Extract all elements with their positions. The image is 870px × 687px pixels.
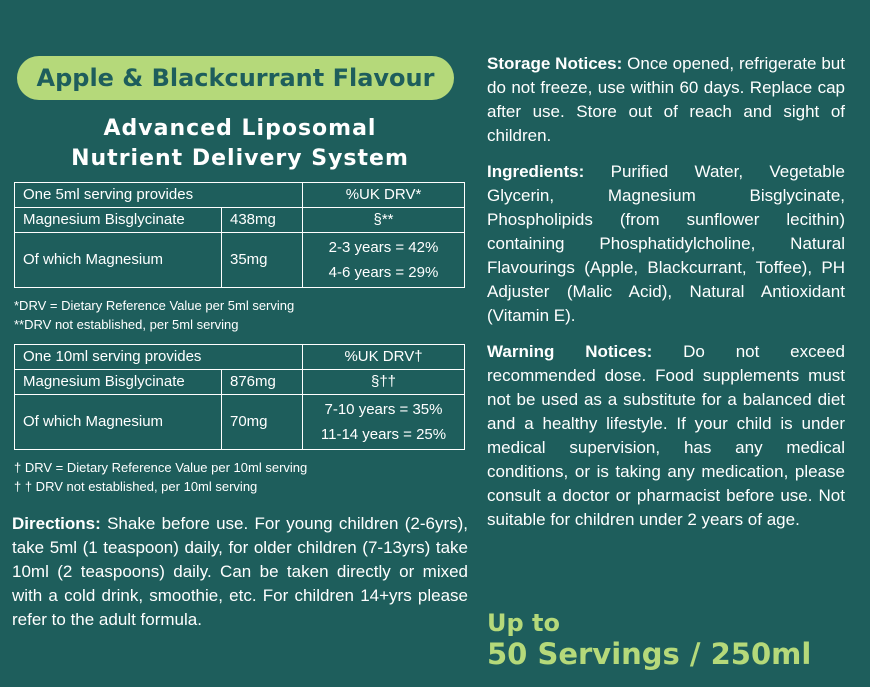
table-row [15, 208, 465, 233]
subtitle-line-2: Nutrient Delivery System [71, 146, 409, 171]
subtitle-line-1: Advanced Liposomal [103, 116, 377, 141]
nutrition-table-5ml [14, 182, 465, 288]
drv-value: 2-3 years = 42% [328, 239, 439, 256]
right-column [487, 52, 845, 544]
table-cell: §** [303, 208, 465, 233]
drv-value: 4-6 years = 29% [328, 264, 439, 281]
table-cell: §†† [303, 370, 465, 395]
ingredients-text: Purified Water, Vegetable Glycerin, Magnesium Bisglycinate, Phospholipids (from sunflower lecithin) containing Phosphatidylcholine, Natural Flavourings (Apple, Blackcurrant, Toffee), PH Adjuster (Malic Acid), Natural Antioxidant (Vitamin E). [487, 162, 845, 325]
warning-paragraph [487, 340, 845, 532]
nutrition-table-10ml [14, 344, 465, 450]
directions-text: Shake before use. For young children (2-6yrs), take 5ml (1 teaspoon) daily, for older children (7-13yrs) take 10ml (2 teaspoons) daily. Can be taken directly or mixed with a cold drink, smoothie, etc. For children 14+yrs please refer to the adult formula. [12, 514, 468, 629]
directions-paragraph [12, 512, 468, 632]
servings-label: 50 Servings / 250ml [487, 637, 812, 671]
warning-text: Do not exceed recommended dose. Food supplements must not be used as a substitute for a balanced diet and a healthy lifestyle. If your child is under medical supervision, has any medical conditions, or is taking any medication, please consult a doctor or pharmacist before use. Not suitable for children under 2 years of age. [487, 342, 845, 529]
table-row [15, 395, 465, 450]
table-header-cell: %UK DRV* [303, 183, 465, 208]
product-subtitle [12, 114, 468, 174]
table-cell [303, 233, 465, 288]
table-cell: Magnesium Bisglycinate [15, 208, 222, 233]
up-to-label: Up to [487, 609, 560, 637]
table-cell: Magnesium Bisglycinate [15, 370, 222, 395]
ingredients-label: Ingredients: [487, 162, 585, 181]
table-cell: 876mg [222, 370, 303, 395]
table-header-cell: %UK DRV† [303, 345, 465, 370]
footnote: † DRV = Dietary Reference Value per 10ml serving [14, 460, 308, 475]
left-column [12, 56, 468, 644]
table-cell: 35mg [222, 233, 303, 288]
footnote: **DRV not established, per 5ml serving [14, 317, 239, 332]
table-cell [303, 395, 465, 450]
table-header-row [15, 183, 465, 208]
footnote: † † DRV not established, per 10ml serving [14, 479, 258, 494]
storage-label: Storage Notices: [487, 54, 623, 73]
table-header-row [15, 345, 465, 370]
table-row [15, 233, 465, 288]
directions-label: Directions: [12, 514, 101, 533]
table-cell: 438mg [222, 208, 303, 233]
footnotes-10ml [14, 458, 468, 496]
storage-paragraph [487, 52, 845, 148]
table-cell: Of which Magnesium [15, 395, 222, 450]
flavour-badge: Apple & Blackcurrant Flavour [17, 56, 454, 100]
table-row [15, 370, 465, 395]
storage-text: Once opened, refrigerate but do not freeze, use within 60 days. Replace cap after use. Store out of reach and sight of children. [487, 54, 845, 145]
drv-value: 11-14 years = 25% [320, 426, 447, 443]
table-cell: 70mg [222, 395, 303, 450]
footnote: *DRV = Dietary Reference Value per 5ml serving [14, 298, 295, 313]
table-header-cell: One 10ml serving provides [15, 345, 303, 370]
footnotes-5ml [14, 296, 468, 334]
table-header-cell: One 5ml serving provides [15, 183, 303, 208]
table-cell: Of which Magnesium [15, 233, 222, 288]
warning-label: Warning Notices: [487, 342, 653, 361]
drv-value: 7-10 years = 35% [324, 401, 443, 418]
ingredients-paragraph [487, 160, 845, 328]
